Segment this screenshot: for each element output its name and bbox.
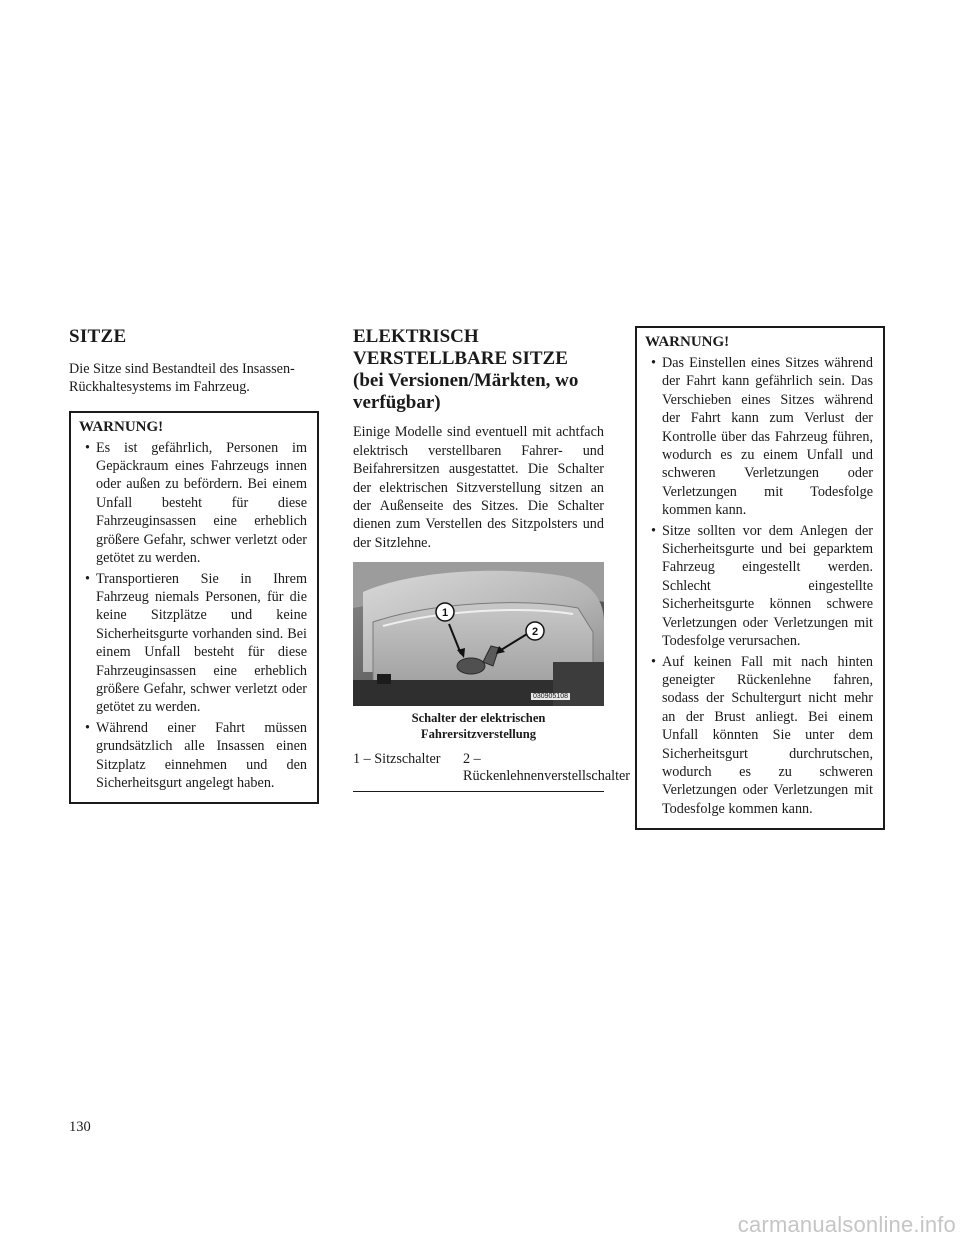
watermark: carmanualsonline.info xyxy=(737,1212,956,1237)
warning-title: WARNUNG! xyxy=(645,334,730,350)
legend-item-2: 2 – Rückenlehnenverstellschalter xyxy=(463,751,631,785)
legend-item-1: 1 – Sitzschalter xyxy=(353,751,441,768)
section-heading-sitze: SITZE xyxy=(69,326,127,347)
warning-box-left xyxy=(69,411,319,805)
left-column xyxy=(69,326,319,804)
figure-legend xyxy=(353,751,631,785)
heading-line: ELEKTRISCH xyxy=(353,326,479,347)
section-heading-power-seats xyxy=(353,326,604,413)
warning-item: • Es ist gefährlich, Personen im Gepäckraum eines Fahrzeugs innen oder außen zu befördern. Bei einem Unfall besteht für diese Fahrzeuginsassen eine erheblich größere Gefahr, schwer verletzt oder getötet zu werden. xyxy=(79,439,307,568)
warning-list xyxy=(79,439,307,793)
page-number: 130 xyxy=(69,1119,91,1135)
heading-line: (bei Versionen/Märkten, wo xyxy=(353,369,579,391)
intro-text: Die Sitze sind Bestandteil des Insassen-Rückhaltesystems im Fahrzeug. xyxy=(69,360,295,396)
callout-2-label: 2 xyxy=(531,626,539,639)
warning-title: WARNUNG! xyxy=(79,418,164,435)
warning-list xyxy=(645,354,873,818)
warning-box-right xyxy=(635,326,885,830)
power-seats-text: Einige Modelle sind eventuell mit achtfach elektrisch verstellbaren Fahrer- und Beifahrersitzen ausgestattet. Die Schalter der elektrischen Sitzverstellung sitzen an der Außenseite des Sitzes. Die Schalter dienen zum Verstellen des Sitzpolsters und der Sitzlehne. xyxy=(353,424,604,551)
figure-caption: Schalter der elektrischen Fahrersitzverstellung xyxy=(411,711,546,742)
warning-item: • Sitze sollten vor dem Anlegen der Sicherheitsgurte und bei geparktem Fahrzeug eingestellt werden. Schlecht eingestellte Sicherheitsgurte können schwere Verletzungen oder Verletzungen mit Todesfolge verursachen. xyxy=(645,522,873,651)
right-column xyxy=(635,326,885,830)
warning-item: • Transportieren Sie in Ihrem Fahrzeug niemals Personen, für die keine Sitzplätze und keine Sicherheitsgurte vorhanden sind. Bei einem Unfall besteht für diese Fahrzeuginsassen eine erheblich größere Gefahr, schwer verletzt oder getötet zu werden. xyxy=(79,570,307,717)
figure-id: 030905108 xyxy=(532,693,568,701)
heading-line: VERSTELLBARE SITZE xyxy=(353,347,568,369)
warning-item: • Auf keinen Fall mit nach hinten geneigter Rückenlehne fahren, sodass der Schultergurt nicht mehr an der Brust anliegt. Bei einem Unfall könnten Sie unter dem Sicherheitsgurt durchrutschen, wodurch es zu schweren Verletzungen oder Verletzungen mit Todesfolge kommen kann. xyxy=(645,653,873,819)
seat-illustration xyxy=(353,562,604,706)
warning-item: • Während einer Fahrt müssen grundsätzlich alle Insassen einen Sitzplatz einnehmen und den Sicherheitsgurt angelegt haben. xyxy=(79,719,307,793)
middle-column xyxy=(353,326,631,792)
seat-switch-photo xyxy=(353,562,604,706)
heading-line: verfügbar) xyxy=(353,391,441,413)
divider xyxy=(353,791,604,792)
callout-1-label: 1 xyxy=(441,607,449,620)
warning-item: • Das Einstellen eines Sitzes während der Fahrt kann gefährlich sein. Das Verschieben eines Sitzes während der Fahrt kann zum Verlust der Kontrolle über das Fahrzeug führen, wodurch es zu einem Unfall und schweren Verletzungen oder Verletzungen mit Todesfolge kommen kann. xyxy=(645,354,873,520)
